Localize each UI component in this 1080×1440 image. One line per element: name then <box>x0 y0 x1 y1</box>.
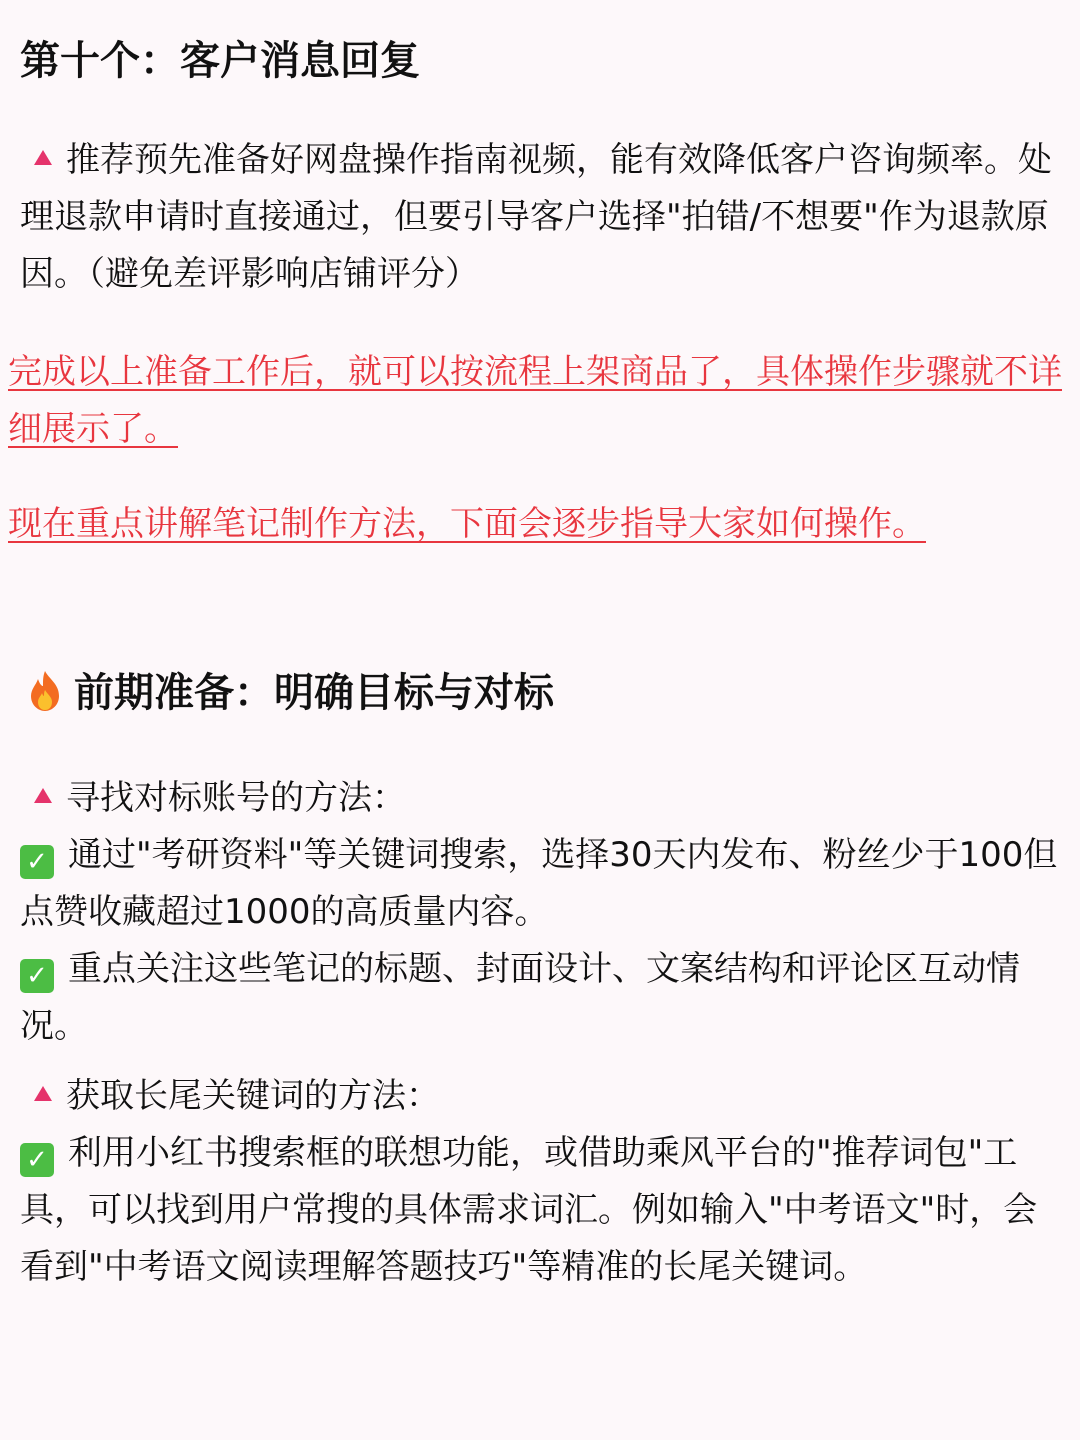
method2-item-1: 利用小红书搜索框的联想功能，或借助乘风平台的"推荐词包"工具，可以找到用户常搜的具体需求词汇。例如输入"中考语文"时，会看到"中考语文阅读理解答题技巧"等精准的长尾关键词。 <box>20 1133 1038 1287</box>
list-item <box>20 1125 1065 1296</box>
notice-line-1: 完成以上准备工作后，就可以按流程上架商品了，具体操作步骤就不详细展示了。 <box>8 352 1062 449</box>
notice-text-1 <box>8 344 1068 458</box>
section-title <box>20 36 1065 86</box>
method1-item-1: 通过"考研资料"等关键词搜索，选择30天内发布、粉丝少于100但点赞收藏超过1000的高质量内容。 <box>20 835 1058 932</box>
method1-heading-row <box>20 770 1065 827</box>
check-icon: ✓ <box>20 845 54 879</box>
method1-heading: 寻找对标账号的方法： <box>66 778 406 818</box>
check-icon: ✓ <box>20 959 54 993</box>
section-paragraph <box>20 132 1065 303</box>
method1-block <box>20 770 1065 1055</box>
triangle-icon <box>34 1086 52 1101</box>
method1-item-2: 重点关注这些笔记的标题、封面设计、文案结构和评论区互动情况。 <box>20 949 1020 1046</box>
list-item <box>20 827 1065 941</box>
list-item <box>20 941 1065 1055</box>
paragraph-text: 推荐预先准备好网盘操作指南视频，能有效降低客户咨询频率。处理退款申请时直接通过，但要引导客户选择"拍错/不想要"作为退款原因。（避免差评影响店铺评分） <box>20 140 1052 294</box>
method2-heading-row <box>20 1068 1065 1125</box>
triangle-icon <box>34 788 52 803</box>
check-icon: ✓ <box>20 1143 54 1177</box>
prep-heading: 前期准备：明确目标与对标 <box>74 670 554 716</box>
method2-block <box>20 1068 1065 1296</box>
prep-title <box>28 668 1073 718</box>
triangle-icon <box>34 150 52 165</box>
notice-text-2 <box>8 496 1068 553</box>
section-heading: 第十个：客户消息回复 <box>20 38 420 84</box>
method2-heading: 获取长尾关键词的方法： <box>66 1076 440 1116</box>
fire-icon <box>28 670 62 712</box>
notice-line-2: 现在重点讲解笔记制作方法，下面会逐步指导大家如何操作。 <box>8 504 926 544</box>
